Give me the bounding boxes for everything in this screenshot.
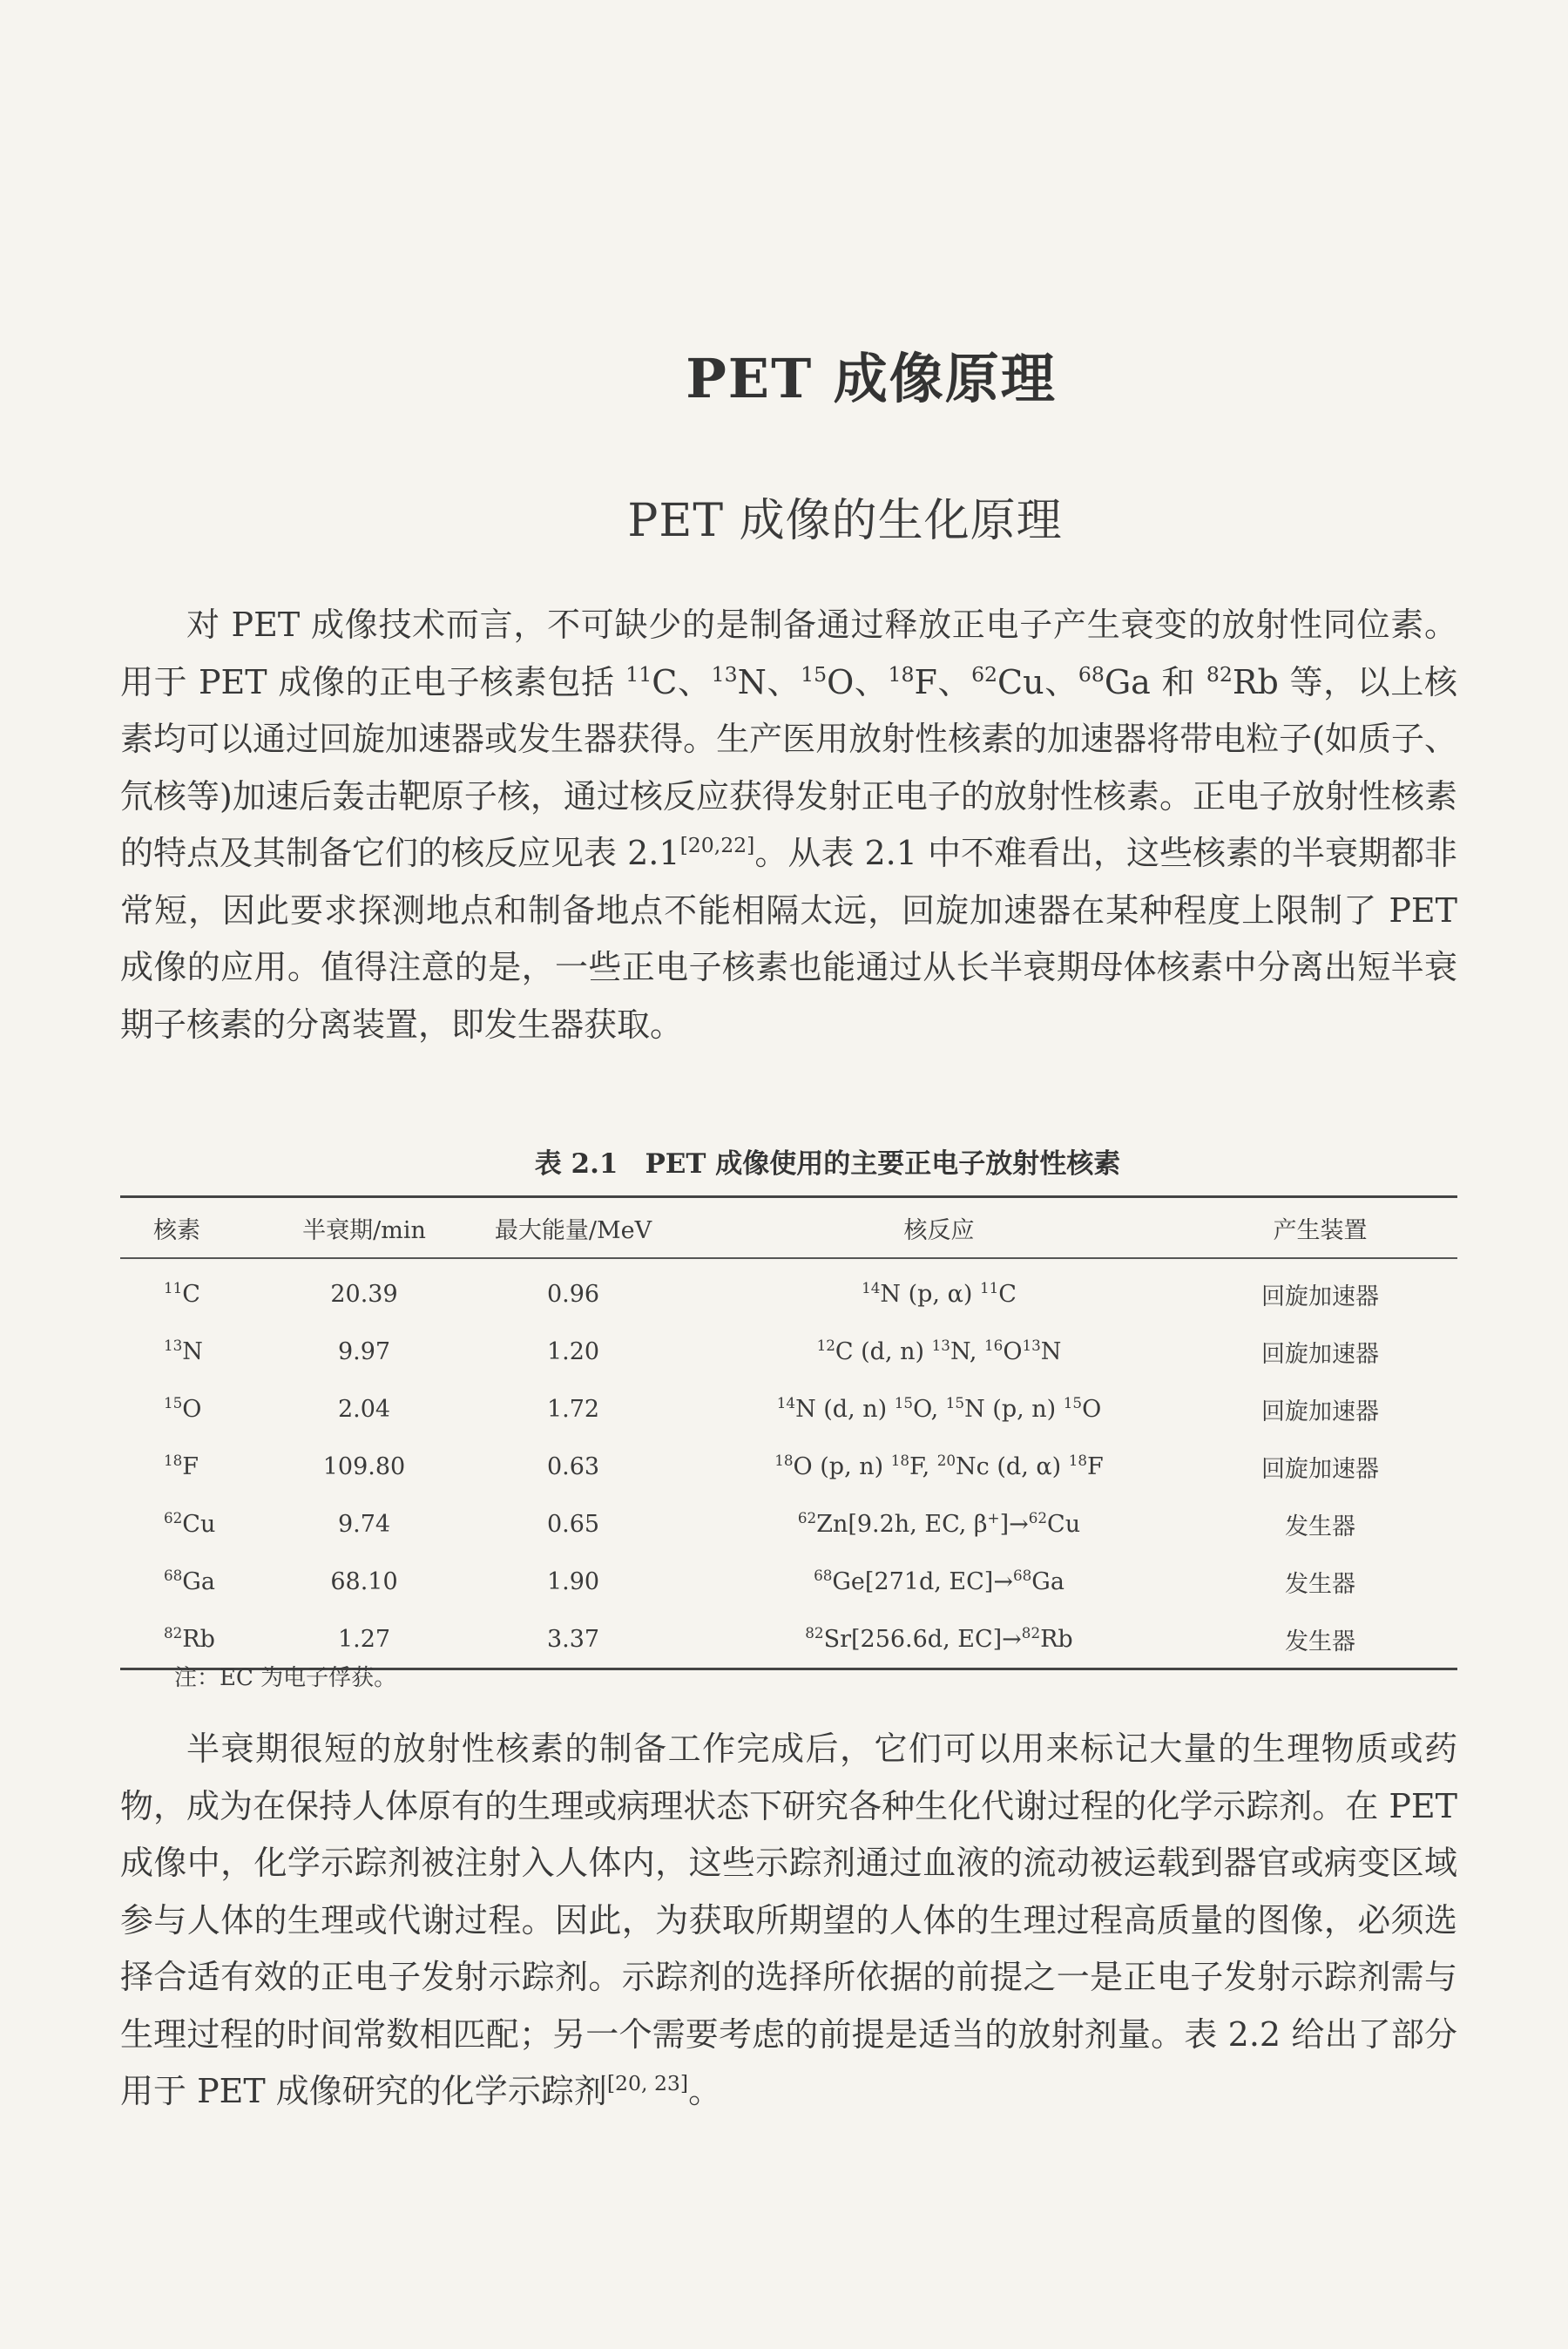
cell-nuclide: $^{62}$Cu — [164, 1508, 216, 1538]
cell-nuclide: $^{68}$Ga — [164, 1566, 215, 1595]
chapter-title: PET 成像原理 — [686, 347, 1057, 410]
table-row — [120, 1553, 1457, 1610]
cell-device: 发生器 — [1285, 1513, 1355, 1540]
cell-device: 回旋加速器 — [1261, 1283, 1379, 1310]
cell-max-energy: 0.65 — [546, 1510, 600, 1538]
cell-half-life: 9.97 — [337, 1337, 391, 1365]
cell-nuclide: $^{11}$C — [164, 1278, 200, 1308]
citation: [20, 23] — [606, 2070, 689, 2095]
table-row — [120, 1495, 1457, 1553]
cell-half-life: 68.10 — [330, 1567, 398, 1595]
cell-reaction: $^{18}$O (p, n) $^{18}$F, $^{20}$Nc (d, α) $^{18}$F — [774, 1451, 1104, 1480]
cell-half-life: 20.39 — [330, 1280, 398, 1308]
cell-max-energy: 1.72 — [546, 1395, 600, 1423]
citation: [20,22] — [679, 832, 755, 857]
cell-half-life: 9.74 — [337, 1510, 391, 1538]
cell-max-energy: 1.20 — [546, 1337, 600, 1365]
cell-reaction: $^{14}$N (p, α) $^{11}$C — [862, 1278, 1017, 1308]
cell-half-life: 109.80 — [322, 1452, 406, 1480]
cell-max-energy: 3.37 — [546, 1625, 600, 1653]
cell-reaction: $^{68}$Ge[271d, EC]→$^{68}$Ga — [814, 1566, 1064, 1595]
header-max-energy: 最大能量/MeV — [494, 1216, 652, 1244]
section-title: PET 成像的生化原理 — [627, 495, 1063, 547]
paragraph-tracers: 半衰期很短的放射性核素的制备工作完成后，它们可以用来标记大量的生理物质或药物，成为在保持人体原有的生理或病理状态下研究各种生化代谢过程的化学示踪剂。在 PET 成像中，化学示踪剂被注射入人体内，这些示踪剂通过血液的流动被运载到器官或病变区域参与人体的生理或代谢过程。因此，为获取所期望的人体的生理过程高质量的图像，必须选择合适有效的正电子发射示踪剂。示踪剂的选择所依据的前提之一是正电子发射示踪剂需与生理过程的时间常数相匹配；另一个需要考虑的前提是适当的放射剂量。表 2.2 给出了部分用于 PET 成像研究的化学示踪剂[20, 23]。 — [120, 1730, 1457, 2110]
cell-nuclide: $^{15}$O — [164, 1393, 202, 1423]
cell-device: 回旋加速器 — [1261, 1455, 1379, 1483]
cell-reaction: $^{14}$N (d, n) $^{15}$O, $^{15}$N (p, n) $^{15}$O — [776, 1393, 1102, 1423]
table-caption: 表 2.1 PET 成像使用的主要正电子放射性核素 — [534, 1148, 1121, 1180]
table-row — [120, 1258, 1457, 1323]
table-header-row — [120, 1197, 1457, 1259]
cell-max-energy: 1.90 — [546, 1567, 600, 1595]
table-row — [120, 1380, 1457, 1438]
cell-reaction: $^{62}$Zn[9.2h, EC, β+]→$^{62}$Cu — [797, 1508, 1081, 1538]
cell-device: 发生器 — [1285, 1628, 1355, 1655]
cell-half-life: 2.04 — [337, 1395, 391, 1423]
cell-max-energy: 0.63 — [546, 1452, 600, 1480]
cell-device: 回旋加速器 — [1261, 1398, 1379, 1425]
header-nuclide: 核素 — [153, 1216, 200, 1244]
cell-nuclide: $^{18}$F — [164, 1451, 199, 1480]
table-row — [120, 1438, 1457, 1495]
table-row — [120, 1323, 1457, 1380]
cell-nuclide: $^{13}$N — [164, 1336, 203, 1365]
cell-reaction: $^{82}$Sr[256.6d, EC]→$^{82}$Rb — [805, 1623, 1073, 1653]
header-device: 产生装置 — [1273, 1216, 1368, 1244]
cell-device: 回旋加速器 — [1261, 1340, 1379, 1368]
cell-half-life: 1.27 — [337, 1625, 391, 1653]
cell-device: 发生器 — [1285, 1570, 1355, 1598]
paragraph-intro: 对 PET 成像技术而言，不可缺少的是制备通过释放正电子产生衰变的放射性同位素。用于 PET 成像的正电子核素包括 $^{11}$C、$^{13}$N、$^{15}$O、$^{18}$F、$^{62}$Cu、$^{68}$Ga 和 $^{82}$Rb 等，以上核素均可以通过回旋加速器或发生器获得。生产医用放射性核素的加速器将带电粒子(如质子、氘核等)加速后轰击靶原子核，通过核反应获得发射正电子的放射性核素。正电子放射性核素的特点及其制备它们的核反应见表 2.1[20,22]。从表 2.1 中不难看出，这些核素的半衰期都非常短，因此要求探测地点和制备地点不能相隔太远，回旋加速器在某种程度上限制了 PET 成像的应用。值得注意的是，一些正电子核素也能通过从长半衰期母体核素中分离出短半衰期子核素的分离装置，即发生器获取。 — [120, 606, 1458, 1044]
header-reaction: 核反应 — [903, 1216, 975, 1244]
cell-reaction: $^{12}$C (d, n) $^{13}$N, $^{16}O^{13}N$ — [816, 1336, 1062, 1365]
nuclide-table — [120, 1195, 1457, 1670]
cell-nuclide: $^{82}$Rb — [164, 1623, 215, 1653]
table-note: 注：EC 为电子俘获。 — [174, 1665, 397, 1691]
cell-max-energy: 0.96 — [546, 1280, 600, 1308]
header-half-life: 半衰期/min — [302, 1216, 426, 1244]
